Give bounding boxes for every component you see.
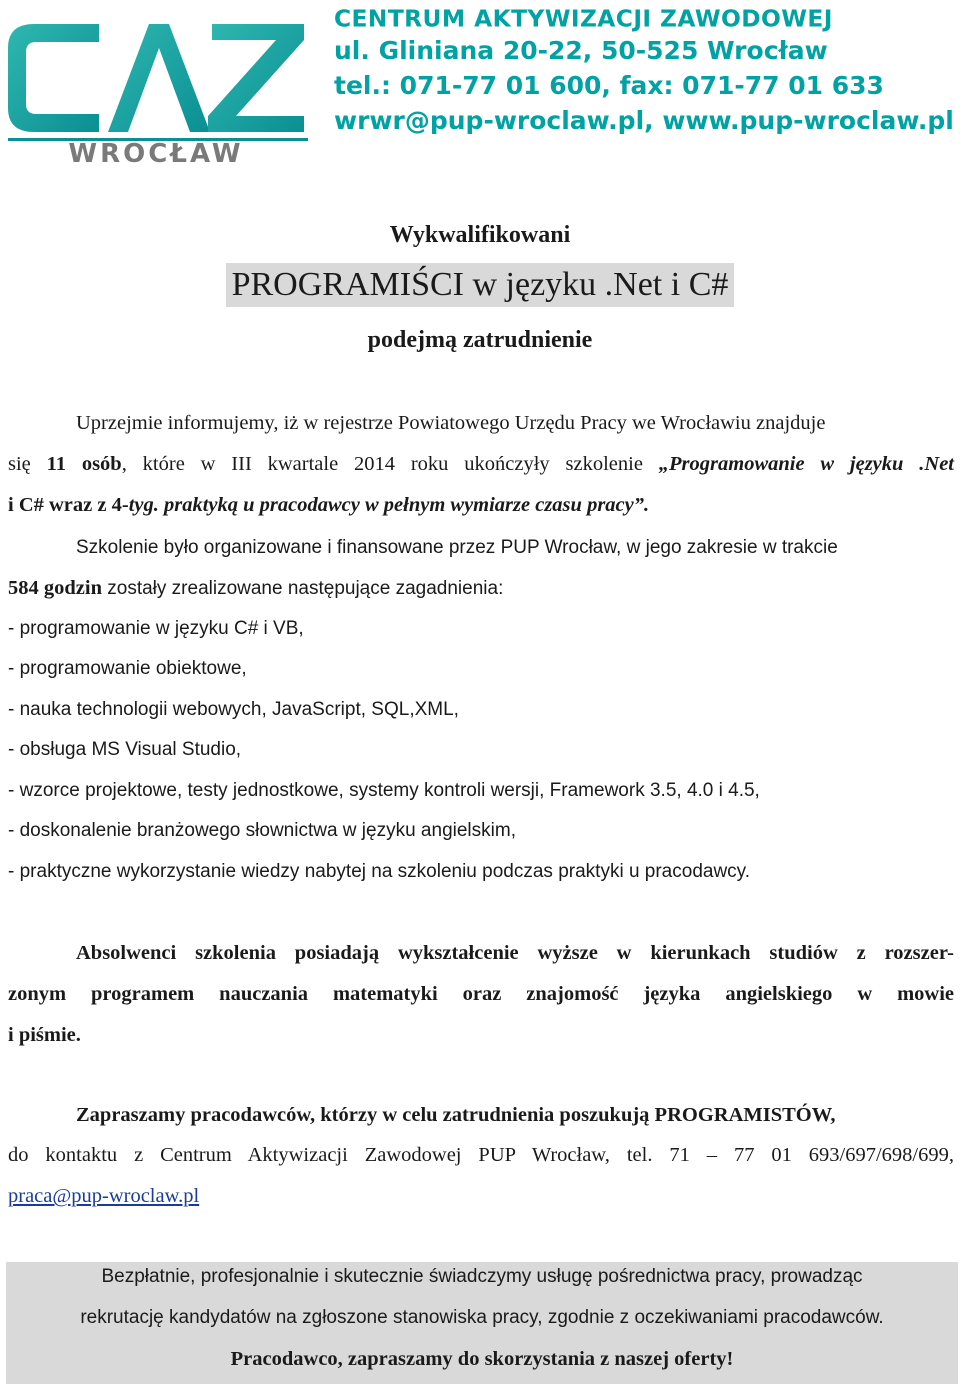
graduates-line-3: i piśmie. [8, 1024, 81, 1046]
topic-item: - doskonalenie branżowego słownictwa w języku angielskim, [8, 820, 516, 841]
intro-line-1: Uprzejmie informujemy, iż w rejestrze Powiatowego Urzędu Pracy we Wrocławiu znajduje [76, 412, 826, 434]
intro-line-3: i C# wraz z 4-tyg. praktyką u pracodawcy w pełnym wymiarze czasu pracy”. [8, 494, 650, 516]
graduate-count: 11 osób [46, 453, 122, 475]
letterhead [0, 0, 960, 170]
graduates-line-2: zonym programem nauczania matematyki oraz znajomość języka angielskiego w mowie [8, 983, 954, 1005]
logo-city: WROCŁAW [68, 139, 244, 164]
caz-logo [4, 4, 316, 164]
org-name: CENTRUM AKTYWIZACJI ZAWODOWEJ [334, 4, 833, 33]
footer-box [6, 1262, 958, 1384]
topic-item: - programowanie w języku C# i VB, [8, 618, 304, 639]
intro-line-2: się 11 osób, które w III kwartale 2014 roku ukończyły szkolenie „Programowanie w języku .Net [8, 453, 954, 475]
topic-item: - obsługa MS Visual Studio, [8, 739, 242, 760]
contact-block [334, 4, 954, 139]
footer-line-3: Pracodawco, zapraszamy do skorzystania z naszej oferty! [230, 1348, 734, 1370]
course-name: „Programowanie w języku .Net [658, 453, 954, 475]
phone-line: tel.: 071-77 01 600, fax: 071-77 01 633 [334, 71, 884, 101]
graduates-line-1: Absolwenci szkolenia posiadają wykształcenie wyższe w kierunkach studiów z rozszer- [76, 942, 954, 964]
invite-line-2: do kontaktu z Centrum Aktywizacji Zawodowej PUP Wrocław, tel. 71 – 77 01 693/697/698/699, [8, 1144, 954, 1166]
invite-line-1: Zapraszamy pracodawców, którzy w celu zatrudnienia poszukują PROGRAMISTÓW, [76, 1104, 836, 1126]
topic-item: - nauka technologii webowych, JavaScript, SQL,XML, [8, 699, 459, 720]
topic-item: - wzorce projektowe, testy jednostkowe, systemy kontroli wersji, Framework 3.5, 4.0 i 4.5, [8, 780, 760, 801]
training-line-1: Szkolenie było organizowane i finansowane przez PUP Wrocław, w jego zakresie w trakcie [76, 537, 838, 558]
topic-item: - programowanie obiektowe, [8, 658, 247, 679]
headline-employment: podejmą zatrudnienie [367, 327, 593, 353]
invite-email-line [8, 1185, 954, 1208]
logo-letter-c [8, 24, 99, 132]
footer-line-2: rekrutację kandydatów na zgłoszone stanowiska pracy, zgodnie z oczekiwaniami pracodawców. [80, 1307, 884, 1328]
headline-programmers: PROGRAMIŚCI w języku .Net i C# [226, 263, 735, 307]
footer-line-1: Bezpłatnie, profesjonalnie i skutecznie świadczymy usługę pośrednictwa pracy, prowadząc [101, 1266, 863, 1287]
headline-qualified: Wykwalifikowani [389, 222, 571, 248]
headline-programmers-wrap [0, 263, 960, 307]
topic-item: - praktyczne wykorzystanie wiedzy nabytej na szkoleniu podczas praktyki u pracodawcy. [8, 861, 751, 882]
email-link[interactable]: praca@pup-wroclaw.pl [8, 1185, 200, 1207]
logo-letter-z [208, 24, 304, 132]
training-hours: 584 godzin [8, 577, 102, 599]
web-line: wrwr@pup-wroclaw.pl, www.pup-wroclaw.pl [334, 106, 954, 136]
training-line-2: 584 godzin zostały zrealizowane następujące zagadnienia: [8, 577, 504, 599]
address-line: ul. Gliniana 20-22, 50-525 Wrocław [334, 36, 828, 66]
logo-letter-a [108, 24, 210, 132]
